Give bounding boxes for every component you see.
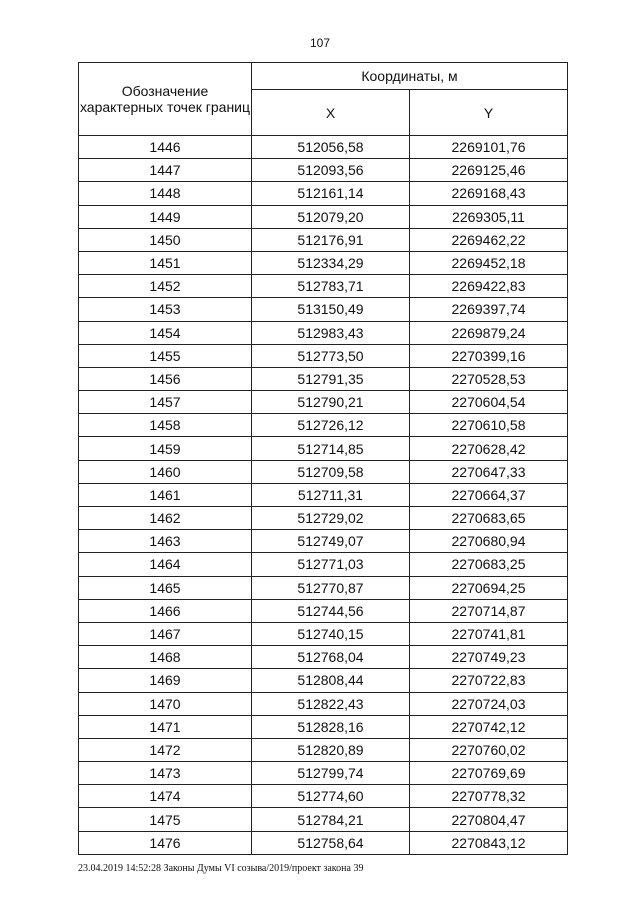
table-row <box>79 344 568 367</box>
y-coordinate-cell: 2270604,54 <box>410 391 568 414</box>
table-row <box>79 576 568 599</box>
table-row <box>79 669 568 692</box>
x-coordinate-cell: 512714,85 <box>252 437 410 460</box>
x-coordinate-cell: 512774,60 <box>252 785 410 808</box>
y-coordinate-cell: 2270528,53 <box>410 367 568 390</box>
table-row <box>79 251 568 274</box>
point-id-cell: 1453 <box>79 298 252 321</box>
x-coordinate-cell: 512176,91 <box>252 228 410 251</box>
point-id-cell: 1473 <box>79 762 252 785</box>
y-coordinate-cell: 2270722,83 <box>410 669 568 692</box>
point-id-cell: 1470 <box>79 692 252 715</box>
y-coordinate-cell: 2270843,12 <box>410 831 568 854</box>
x-coordinate-cell: 512334,29 <box>252 251 410 274</box>
point-id-cell: 1468 <box>79 646 252 669</box>
point-id-cell: 1458 <box>79 414 252 437</box>
point-id-cell: 1452 <box>79 275 252 298</box>
point-id-cell: 1457 <box>79 391 252 414</box>
y-coordinate-cell: 2269305,11 <box>410 205 568 228</box>
x-coordinate-cell: 512711,31 <box>252 483 410 506</box>
y-coordinate-cell: 2270769,69 <box>410 762 568 785</box>
y-coordinate-cell: 2270680,94 <box>410 530 568 553</box>
point-id-cell: 1455 <box>79 344 252 367</box>
y-coordinate-cell: 2269168,43 <box>410 182 568 205</box>
x-coordinate-cell: 512744,56 <box>252 599 410 622</box>
y-coordinate-cell: 2270749,23 <box>410 646 568 669</box>
x-coordinate-cell: 512820,89 <box>252 738 410 761</box>
table-header <box>79 63 568 136</box>
x-coordinate-cell: 512773,50 <box>252 344 410 367</box>
header-x: X <box>252 90 410 136</box>
x-coordinate-cell: 512056,58 <box>252 136 410 159</box>
table-row <box>79 808 568 831</box>
table-row <box>79 762 568 785</box>
point-id-cell: 1456 <box>79 367 252 390</box>
header-point-designation: Обозначение характерных точек границ <box>79 63 252 136</box>
table-row <box>79 391 568 414</box>
table-row <box>79 321 568 344</box>
x-coordinate-cell: 512093,56 <box>252 159 410 182</box>
y-coordinate-cell: 2270610,58 <box>410 414 568 437</box>
point-id-cell: 1449 <box>79 205 252 228</box>
x-coordinate-cell: 512729,02 <box>252 507 410 530</box>
y-coordinate-cell: 2269125,46 <box>410 159 568 182</box>
x-coordinate-cell: 512079,20 <box>252 205 410 228</box>
y-coordinate-cell: 2269452,18 <box>410 251 568 274</box>
y-coordinate-cell: 2270683,25 <box>410 553 568 576</box>
table-row <box>79 136 568 159</box>
x-coordinate-cell: 512758,64 <box>252 831 410 854</box>
x-coordinate-cell: 512770,87 <box>252 576 410 599</box>
x-coordinate-cell: 512983,43 <box>252 321 410 344</box>
point-id-cell: 1459 <box>79 437 252 460</box>
x-coordinate-cell: 512822,43 <box>252 692 410 715</box>
table-row <box>79 692 568 715</box>
point-id-cell: 1462 <box>79 507 252 530</box>
coordinates-table <box>78 62 568 855</box>
page-number: 107 <box>309 36 331 50</box>
y-coordinate-cell: 2269422,83 <box>410 275 568 298</box>
y-coordinate-cell: 2270804,47 <box>410 808 568 831</box>
y-coordinate-cell: 2270714,87 <box>410 599 568 622</box>
x-coordinate-cell: 512161,14 <box>252 182 410 205</box>
point-id-cell: 1448 <box>79 182 252 205</box>
point-id-cell: 1461 <box>79 483 252 506</box>
y-coordinate-cell: 2270724,03 <box>410 692 568 715</box>
table-row <box>79 182 568 205</box>
header-y: Y <box>410 90 568 136</box>
x-coordinate-cell: 512784,21 <box>252 808 410 831</box>
y-coordinate-cell: 2270760,02 <box>410 738 568 761</box>
point-id-cell: 1465 <box>79 576 252 599</box>
point-id-cell: 1451 <box>79 251 252 274</box>
table-row <box>79 530 568 553</box>
y-coordinate-cell: 2270741,81 <box>410 622 568 645</box>
x-coordinate-cell: 512726,12 <box>252 414 410 437</box>
table-row <box>79 205 568 228</box>
table-row <box>79 599 568 622</box>
y-coordinate-cell: 2270778,32 <box>410 785 568 808</box>
y-coordinate-cell: 2269101,76 <box>410 136 568 159</box>
x-coordinate-cell: 512783,71 <box>252 275 410 298</box>
point-id-cell: 1474 <box>79 785 252 808</box>
point-id-cell: 1450 <box>79 228 252 251</box>
table-row <box>79 553 568 576</box>
x-coordinate-cell: 513150,49 <box>252 298 410 321</box>
table-body <box>79 136 568 855</box>
x-coordinate-cell: 512740,15 <box>252 622 410 645</box>
table-row <box>79 483 568 506</box>
table-row <box>79 228 568 251</box>
point-id-cell: 1472 <box>79 738 252 761</box>
table-row <box>79 831 568 854</box>
point-id-cell: 1469 <box>79 669 252 692</box>
table-row <box>79 275 568 298</box>
point-id-cell: 1460 <box>79 460 252 483</box>
x-coordinate-cell: 512749,07 <box>252 530 410 553</box>
point-id-cell: 1467 <box>79 622 252 645</box>
x-coordinate-cell: 512799,74 <box>252 762 410 785</box>
table-row <box>79 414 568 437</box>
y-coordinate-cell: 2270694,25 <box>410 576 568 599</box>
point-id-cell: 1471 <box>79 715 252 738</box>
x-coordinate-cell: 512768,04 <box>252 646 410 669</box>
point-id-cell: 1464 <box>79 553 252 576</box>
x-coordinate-cell: 512791,35 <box>252 367 410 390</box>
x-coordinate-cell: 512771,03 <box>252 553 410 576</box>
y-coordinate-cell: 2270664,37 <box>410 483 568 506</box>
table-row <box>79 367 568 390</box>
point-id-cell: 1454 <box>79 321 252 344</box>
y-coordinate-cell: 2269462,22 <box>410 228 568 251</box>
table-row <box>79 738 568 761</box>
x-coordinate-cell: 512709,58 <box>252 460 410 483</box>
y-coordinate-cell: 2270647,33 <box>410 460 568 483</box>
point-id-cell: 1463 <box>79 530 252 553</box>
table-row <box>79 437 568 460</box>
table-row <box>79 507 568 530</box>
table-row <box>79 646 568 669</box>
footer-timestamp: 23.04.2019 14:52:28 Законы Думы VI созыва/2019/проект закона 39 <box>78 863 364 874</box>
table-row <box>79 159 568 182</box>
table-row <box>79 785 568 808</box>
point-id-cell: 1446 <box>79 136 252 159</box>
point-id-cell: 1466 <box>79 599 252 622</box>
table-row <box>79 715 568 738</box>
point-id-cell: 1475 <box>79 808 252 831</box>
y-coordinate-cell: 2269879,24 <box>410 321 568 344</box>
y-coordinate-cell: 2270683,65 <box>410 507 568 530</box>
y-coordinate-cell: 2270742,12 <box>410 715 568 738</box>
point-id-cell: 1476 <box>79 831 252 854</box>
y-coordinate-cell: 2270399,16 <box>410 344 568 367</box>
x-coordinate-cell: 512790,21 <box>252 391 410 414</box>
x-coordinate-cell: 512808,44 <box>252 669 410 692</box>
header-coordinates: Координаты, м <box>252 63 568 90</box>
x-coordinate-cell: 512828,16 <box>252 715 410 738</box>
point-id-cell: 1447 <box>79 159 252 182</box>
table-row <box>79 622 568 645</box>
y-coordinate-cell: 2269397,74 <box>410 298 568 321</box>
table-row <box>79 460 568 483</box>
y-coordinate-cell: 2270628,42 <box>410 437 568 460</box>
table-row <box>79 298 568 321</box>
